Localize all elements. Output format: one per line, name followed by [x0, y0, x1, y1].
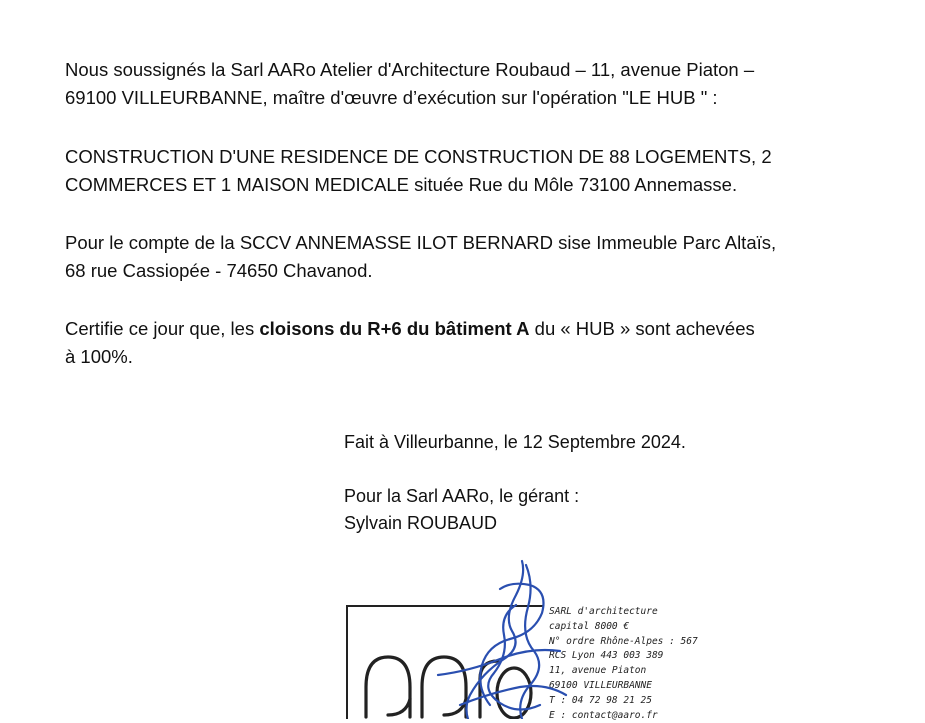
certification-line-1 — [65, 315, 855, 343]
certification-prefix: Certifie ce jour que, les — [65, 318, 260, 339]
project-line-1: CONSTRUCTION D'UNE RESIDENCE DE CONSTRUCTION DE 88 LOGEMENTS, 2 — [65, 146, 772, 167]
signer-block — [344, 483, 579, 537]
certification-paragraph — [65, 315, 855, 371]
stamp-line: RCS Lyon 443 003 389 — [549, 650, 664, 662]
client-paragraph — [65, 229, 855, 285]
intro-line-1: Nous soussignés la Sarl AARo Atelier d'Architecture Roubaud – 11, avenue Piaton – — [65, 59, 755, 80]
handwritten-signature — [430, 555, 570, 719]
for-company: Pour la Sarl AARo, le gérant : — [344, 486, 580, 506]
stamp-line: T : 04 72 98 21 25 — [549, 694, 652, 706]
intro-paragraph — [65, 56, 855, 112]
place-date: Fait à Villeurbanne, le 12 Septembre 2024. — [344, 432, 686, 452]
signer-name: Sylvain ROUBAUD — [344, 513, 498, 533]
stamp-line: capital 8000 € — [549, 620, 630, 632]
certification-line-2: à 100%. — [65, 346, 133, 367]
client-line-2: 68 rue Cassiopée - 74650 Chavanod. — [65, 260, 373, 281]
stamp-line: E : contact@aaro.fr — [549, 709, 658, 721]
project-paragraph — [65, 143, 855, 199]
stamp-line: N° ordre Rhône-Alpes : 567 — [549, 635, 698, 647]
stamp-line: SARL d'architecture — [549, 606, 658, 617]
stamp-line: 11, avenue Piaton — [549, 665, 647, 677]
intro-line-2: 69100 VILLEURBANNE, maître d'œuvre d’exécution sur l'opération "LE HUB " : — [65, 87, 718, 108]
stamp-line: 69100 VILLEURBANNE — [549, 679, 652, 691]
certification-suffix: du « HUB » sont achevées — [529, 318, 755, 339]
project-line-2: COMMERCES ET 1 MAISON MEDICALE située Rue du Môle 73100 Annemasse. — [65, 174, 738, 195]
client-line-1: Pour le compte de la SCCV ANNEMASSE ILOT BERNARD sise Immeuble Parc Altaïs, — [65, 232, 777, 253]
certification-bold: cloisons du R+6 du bâtiment A — [259, 318, 530, 339]
